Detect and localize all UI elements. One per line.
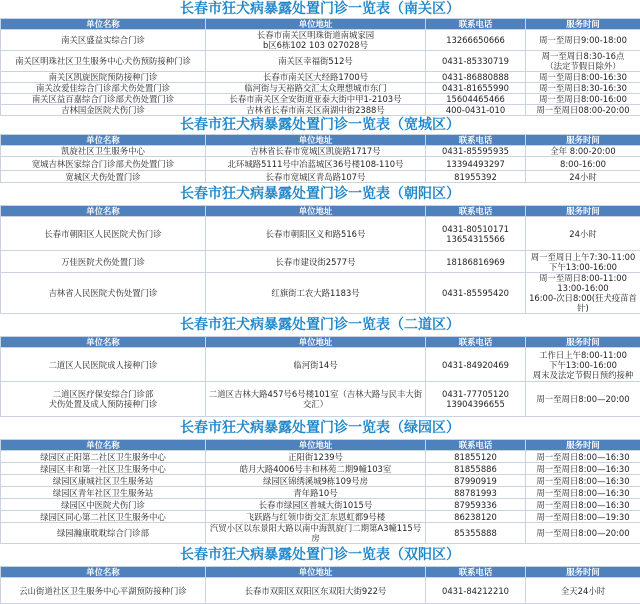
clinic-phone-cell: 0431-86880888 xyxy=(426,72,526,83)
clinic-phone-cell: 85355888 xyxy=(426,523,526,544)
district-section xyxy=(0,314,640,417)
clinic-name-cell: 宽城吉林医家综合门诊部犬伤处置门诊 xyxy=(1,157,206,171)
column-header: 单位名称 xyxy=(1,567,206,578)
clinic-name-cell: 绿园区康城社区卫生服务站 xyxy=(1,475,206,487)
clinic-address-cell: 长春市南关区全安街道亚泰大街中甲1-2103号 xyxy=(206,94,426,105)
service-time-cell: 工作日上午8:00-11:00 下午13:00-16:00 周末及法定节假日预约接种 xyxy=(526,348,640,382)
table-row xyxy=(1,30,640,51)
table-row xyxy=(1,475,640,487)
column-header: 单位地址 xyxy=(206,567,426,578)
column-header: 单位名称 xyxy=(1,440,206,451)
clinic-address-cell: 长春市绿园区普城大街1015号 xyxy=(206,499,426,511)
service-time-cell: 周一至周日9:00-18:00 xyxy=(526,30,640,51)
column-header: 服务时间 xyxy=(526,440,640,451)
clinic-name-cell: 宽城区犬伤处置门诊 xyxy=(1,171,206,183)
service-time-cell: 全天24小时 xyxy=(526,578,640,604)
table-row xyxy=(1,94,640,105)
clinic-address-cell: 皓月大路4006号丰和林苑二期9幢103室 xyxy=(206,463,426,475)
service-time-cell: 24小时 xyxy=(526,171,640,183)
service-time-cell: 周一至周日8:00—16:30 xyxy=(526,451,640,463)
clinic-address-cell: 长春市双阳区双阳区东双阳大街922号 xyxy=(206,578,426,604)
service-time-cell: 8:00-16:00 xyxy=(526,157,640,171)
section-title: 长春市狂犬病暴露处置门诊一览表（朝阳区） xyxy=(0,183,640,205)
table-row xyxy=(1,217,640,251)
column-header: 单位名称 xyxy=(1,206,206,217)
table-row xyxy=(1,83,640,94)
service-time-cell: 周一至周日8:00—20:00 xyxy=(526,523,640,544)
service-time-cell: 周一至周日8:30-16点 （法定节假日除外） xyxy=(526,51,640,72)
clinic-name-cell: 绿园区青年社区卫生服务站 xyxy=(1,487,206,499)
column-header: 联系电话 xyxy=(426,567,526,578)
table-row xyxy=(1,578,640,604)
service-time-cell: 周一至周日08:00-20:00 xyxy=(526,105,640,116)
table-row xyxy=(1,146,640,157)
clinic-name-cell: 南关区明珠社区卫生服务中心犬伤预防接种门诊 xyxy=(1,51,206,72)
service-time-cell: 周一至周日8:00—16:30 xyxy=(526,499,640,511)
column-header: 联系电话 xyxy=(426,206,526,217)
clinic-phone-cell: 13266650666 xyxy=(426,30,526,51)
column-header: 单位名称 xyxy=(1,135,206,146)
column-header: 单位地址 xyxy=(206,337,426,348)
clinic-address-cell: 长春市南关区明珠街道南城家园 b区6栋102 103 027028号 xyxy=(206,30,426,51)
clinic-phone-cell: 0431-77705120 13904396655 xyxy=(426,382,526,417)
column-header: 服务时间 xyxy=(526,567,640,578)
clinic-phone-cell: 0431-85595935 xyxy=(426,146,526,157)
clinic-address-cell: 临河街与天裕路交汇太众理想城市东门 xyxy=(206,83,426,94)
clinic-address-cell: 二道区吉林大路457号6号楼101室（吉林大路与民丰大街交汇） xyxy=(206,382,426,417)
clinic-name-cell: 绿园瀚康耽耽综合门诊部 xyxy=(1,523,206,544)
column-header: 服务时间 xyxy=(526,135,640,146)
clinic-name-cell: 凯旋社区卫生服务中心 xyxy=(1,146,206,157)
header-row xyxy=(1,19,640,30)
table-row xyxy=(1,348,640,382)
clinic-phone-cell: 0431-85595420 xyxy=(426,273,526,314)
clinic-address-cell: 吉林省长春市宽城区凯旋路1717号 xyxy=(206,146,426,157)
clinic-address-cell: 正阳街1239号 xyxy=(206,451,426,463)
clinic-name-cell: 绿园区丰和第一社区卫生服务中心 xyxy=(1,463,206,475)
clinic-phone-cell: 87959336 xyxy=(426,499,526,511)
clinic-address-cell: 长春市朝阳区义和路516号 xyxy=(206,217,426,251)
clinic-phone-cell: 87990919 xyxy=(426,475,526,487)
clinic-name-cell: 南关区盛益实综合门诊 xyxy=(1,30,206,51)
column-header: 联系电话 xyxy=(426,440,526,451)
clinic-name-cell: 云山街道社区卫生服务中心平湖预防接种门诊 xyxy=(1,578,206,604)
clinic-phone-cell: 13394493297 xyxy=(426,157,526,171)
table-row xyxy=(1,487,640,499)
clinic-name-cell: 二道区人民医院成人接种门诊 xyxy=(1,348,206,382)
clinic-name-cell: 万佳医院犬伤处置门诊 xyxy=(1,251,206,273)
clinic-address-cell: 青年路10号 xyxy=(206,487,426,499)
clinic-address-cell: 飞跃路与红领巾街交汇东恩虹都9号楼 xyxy=(206,511,426,523)
clinic-name-cell: 绿园区中医院犬伤门诊 xyxy=(1,499,206,511)
header-row xyxy=(1,567,640,578)
service-time-cell: 周一至周日8:00—19:30 xyxy=(526,511,640,523)
clinic-name-cell: 绿园区同心第二社区卫生服务中心 xyxy=(1,511,206,523)
section-title: 长春市狂犬病暴露处置门诊一览表（二道区） xyxy=(0,314,640,336)
column-header: 服务时间 xyxy=(526,337,640,348)
table-row xyxy=(1,251,640,273)
clinic-name-cell: 南关区凯旋医院预防接种门诊 xyxy=(1,72,206,83)
clinic-address-cell: 长春市建设街2577号 xyxy=(206,251,426,273)
clinic-phone-cell: 88781993 xyxy=(426,487,526,499)
service-time-cell: 周一至周日8:00—20:00 xyxy=(526,382,640,417)
table-row xyxy=(1,157,640,171)
header-row xyxy=(1,135,640,146)
service-time-cell: 周一至周日8:00—16:30 xyxy=(526,463,640,475)
clinic-phone-cell: 0431-84920469 xyxy=(426,348,526,382)
clinic-table xyxy=(0,336,640,417)
clinic-address-cell: 北环城路5111号中冶蓝城区36号楼108-110号 xyxy=(206,157,426,171)
column-header: 单位地址 xyxy=(206,440,426,451)
table-row xyxy=(1,171,640,183)
column-header: 服务时间 xyxy=(526,206,640,217)
section-title: 长春市狂犬病暴露处置门诊一览表（绿园区） xyxy=(0,417,640,439)
clinic-address-cell: 长春市南关区大经路1700号 xyxy=(206,72,426,83)
clinic-address-cell: 绿园区锦绣溪城9栋109号房 xyxy=(206,475,426,487)
clinic-phone-cell: 81955392 xyxy=(426,171,526,183)
clinic-table xyxy=(0,134,640,183)
clinic-address-cell: 红旗街工农大路1183号 xyxy=(206,273,426,314)
service-time-cell: 周一至周日8:00-11:00 13:00-16:00 16:00-次日8:00(狂犬疫苗首针) xyxy=(526,273,640,314)
clinic-address-cell: 南关区幸福街512号 xyxy=(206,51,426,72)
service-time-cell: 周一至周日上午7:30-11:00 下午13:00-16:00 xyxy=(526,251,640,273)
clinic-phone-cell: 400-0431-010 xyxy=(426,105,526,116)
clinic-table xyxy=(0,566,640,604)
table-row xyxy=(1,511,640,523)
column-header: 联系电话 xyxy=(426,337,526,348)
service-time-cell: 周一至周日8:00-16:00 xyxy=(526,94,640,105)
column-header: 服务时间 xyxy=(526,19,640,30)
section-title: 长春市狂犬病暴露处置门诊一览表（双阳区） xyxy=(0,544,640,566)
district-section xyxy=(0,0,640,116)
clinic-address-cell: 长春市宽城区青岛路107号 xyxy=(206,171,426,183)
column-header: 单位地址 xyxy=(206,135,426,146)
district-section xyxy=(0,417,640,544)
clinic-name-cell: 绿园区正阳第二社区卫生服务中心 xyxy=(1,451,206,463)
clinic-table xyxy=(0,18,640,116)
service-time-cell: 24小时 xyxy=(526,217,640,251)
district-section xyxy=(0,544,640,604)
table-row xyxy=(1,72,640,83)
clinic-phone-cell: 0431-81655990 xyxy=(426,83,526,94)
clinic-phone-cell: 0431-85330719 xyxy=(426,51,526,72)
table-row xyxy=(1,273,640,314)
column-header: 联系电话 xyxy=(426,19,526,30)
table-row xyxy=(1,382,640,417)
service-time-cell: 周一至周日8:30-16:30 xyxy=(526,83,640,94)
table-row xyxy=(1,51,640,72)
clinic-name-cell: 二道区医疗保安综合门诊部 犬伤处置及成人预防接种门诊 xyxy=(1,382,206,417)
service-time-cell: 周一至周日8:00-16:30 xyxy=(526,72,640,83)
table-row xyxy=(1,451,640,463)
column-header: 单位名称 xyxy=(1,19,206,30)
clinic-phone-cell: 0431-80510171 13654315566 xyxy=(426,217,526,251)
clinic-name-cell: 南关汝爱佳综合门诊部犬伤处置门诊 xyxy=(1,83,206,94)
header-row xyxy=(1,206,640,217)
table-row xyxy=(1,463,640,475)
clinic-address-cell: 临河街14号 xyxy=(206,348,426,382)
column-header: 联系电话 xyxy=(426,135,526,146)
clinic-address-cell: 吉林省长春市南关区南湖中街2388号 xyxy=(206,105,426,116)
column-header: 单位地址 xyxy=(206,19,426,30)
service-time-cell: 全年 8:00-20:00 xyxy=(526,146,640,157)
clinic-phone-cell: 86238120 xyxy=(426,511,526,523)
clinic-name-cell: 南关区益百嘉综合门诊部犬伤处置门诊 xyxy=(1,94,206,105)
clinic-phone-cell: 0431-84212210 xyxy=(426,578,526,604)
district-section xyxy=(0,116,640,183)
clinic-phone-cell: 81855886 xyxy=(426,463,526,475)
clinic-name-cell: 吉林省人民医院犬伤处置门诊 xyxy=(1,273,206,314)
clinic-table xyxy=(0,439,640,544)
service-time-cell: 周一至周日8:00—16:30 xyxy=(526,475,640,487)
clinic-phone-cell: 18186816969 xyxy=(426,251,526,273)
section-title: 长春市狂犬病暴露处置门诊一览表（南关区） xyxy=(0,0,640,18)
table-row xyxy=(1,523,640,544)
column-header: 单位地址 xyxy=(206,206,426,217)
table-row xyxy=(1,499,640,511)
section-title: 长春市狂犬病暴露处置门诊一览表（宽城区） xyxy=(0,116,640,134)
column-header: 单位名称 xyxy=(1,337,206,348)
clinic-address-cell: 汽贸小区以东景阳大路以南中海凯旋门二期第A3幢115号房 xyxy=(206,523,426,544)
header-row xyxy=(1,440,640,451)
clinic-phone-cell: 15604465466 xyxy=(426,94,526,105)
table-row xyxy=(1,105,640,116)
district-section xyxy=(0,183,640,314)
clinic-table xyxy=(0,205,640,314)
clinic-name-cell: 长春市朝阳区人民医院犬伤门诊 xyxy=(1,217,206,251)
header-row xyxy=(1,337,640,348)
service-time-cell: 周一至周日8:00—16:30 xyxy=(526,487,640,499)
clinic-phone-cell: 81855120 xyxy=(426,451,526,463)
clinic-name-cell: 吉林国金医院犬伤门诊 xyxy=(1,105,206,116)
